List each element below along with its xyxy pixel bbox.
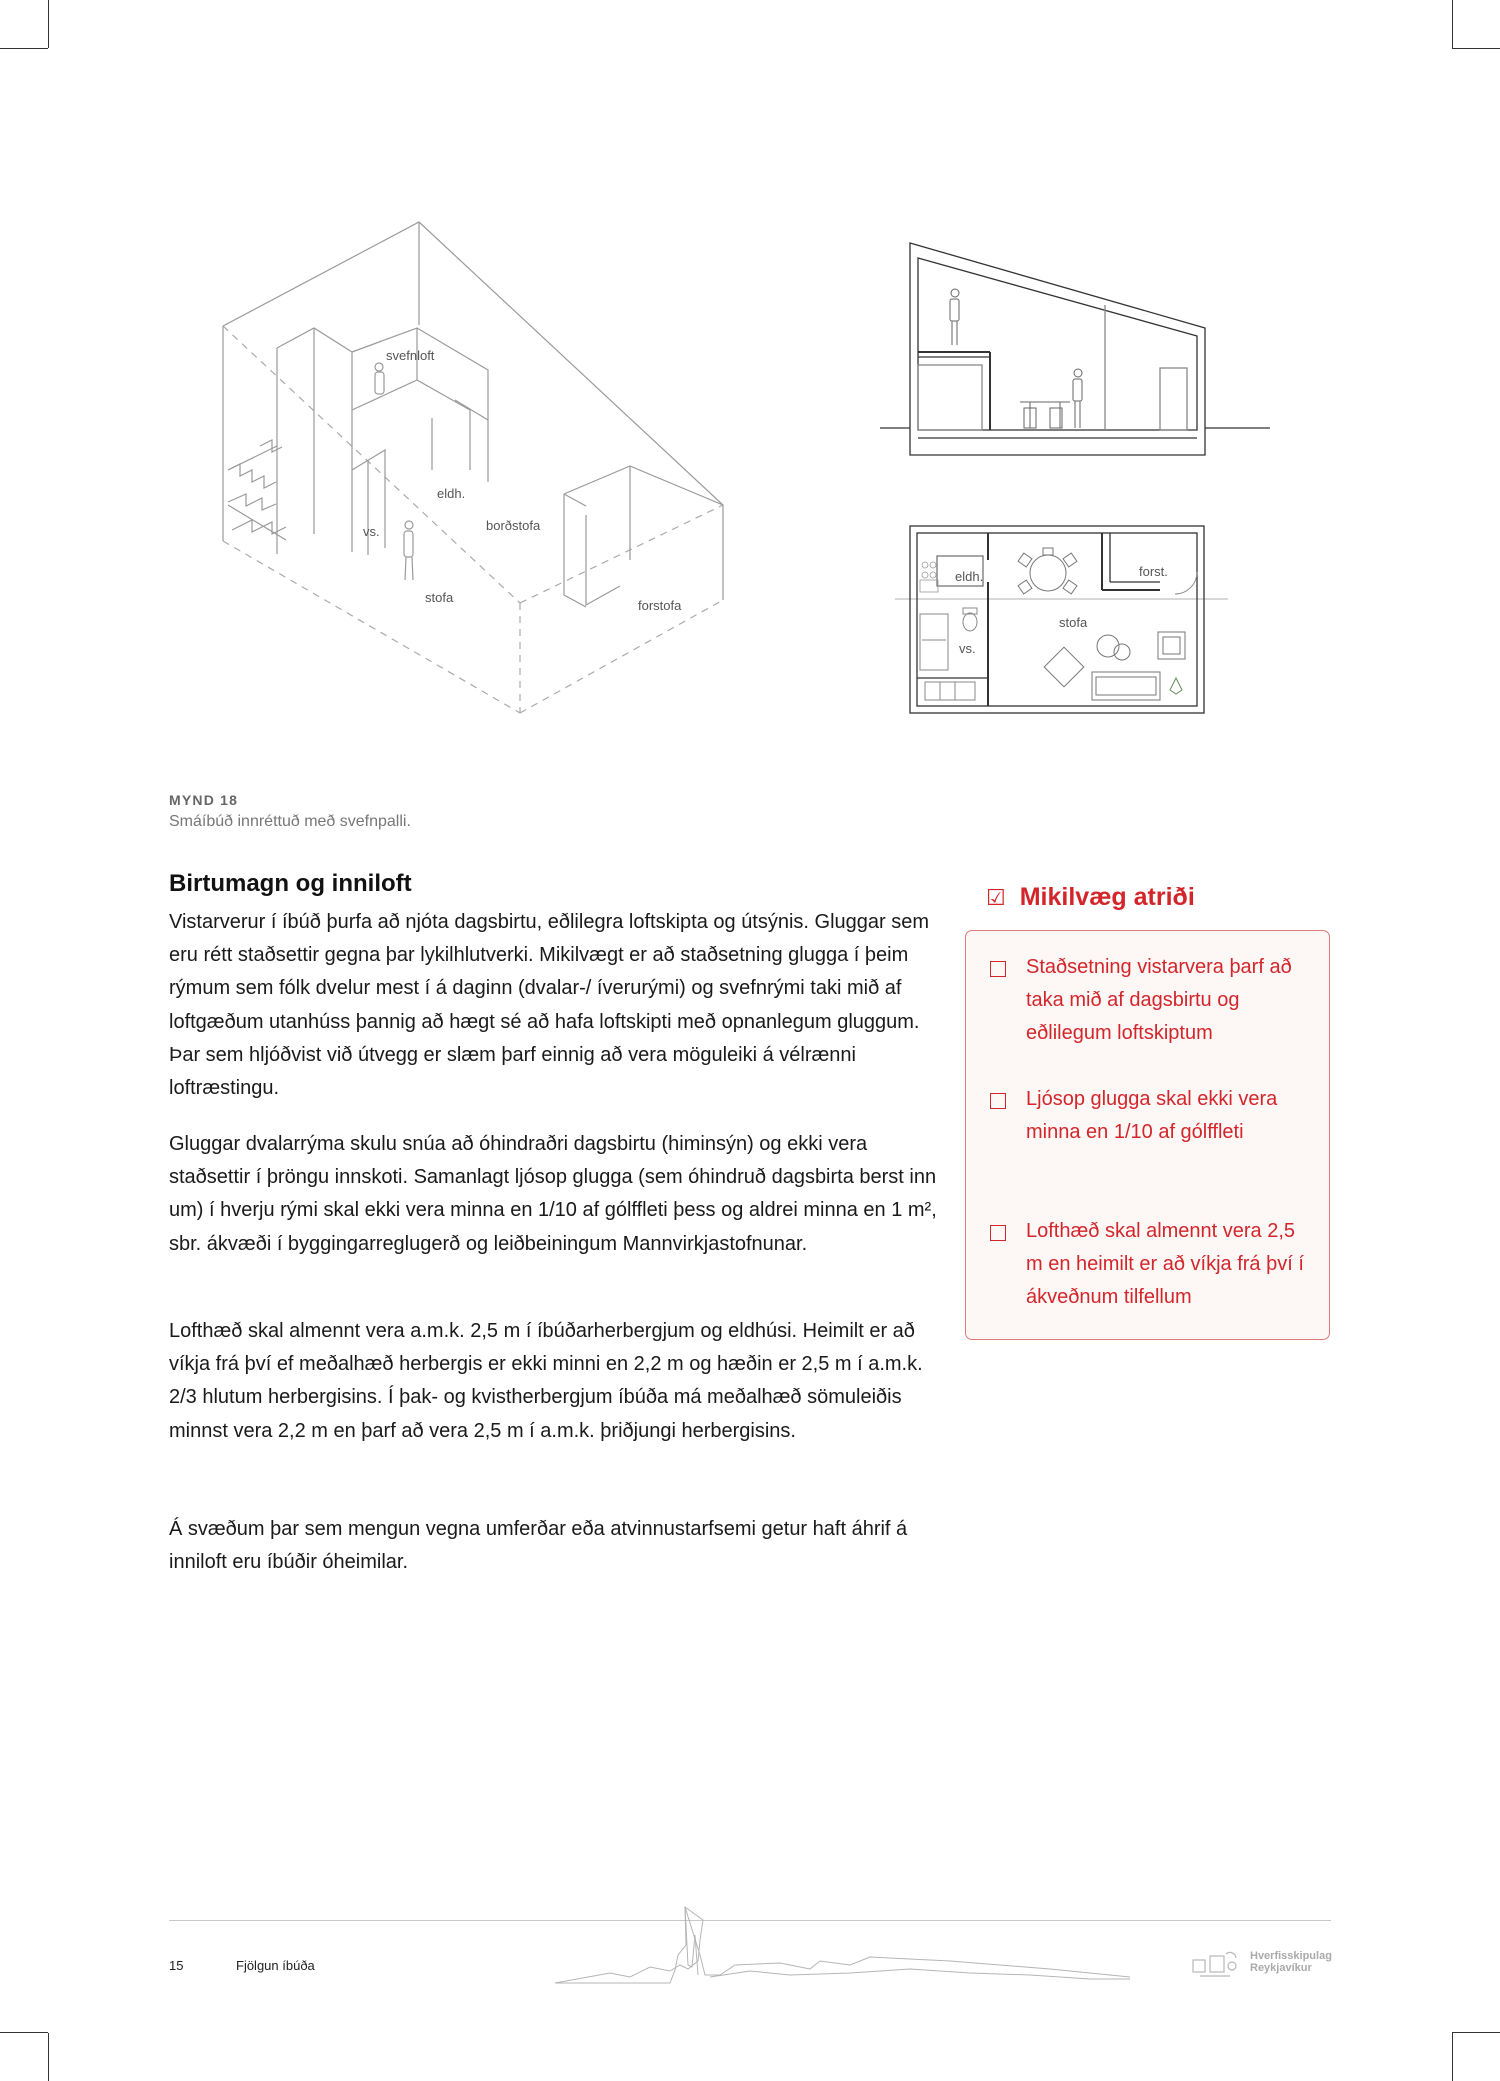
- section-heading: Birtumagn og inniloft: [169, 870, 412, 897]
- key-point-text: Lofthæð skal almennt vera 2,5 m en heimilt er að víkja frá því í ákveðnum tilfellum: [1026, 1220, 1304, 1309]
- paragraph-3: Lofthæð skal almennt vera a.m.k. 2,5 m í íbúðarherbergjum og eldhúsi. Heimilt er að víkja frá því ef meðalhæð herbergis er ekki minni en 2,2 m og hæðin er 2,5 m í a.m.k. 2/3 hlutum herbergisins. Í þak- og kvistherbergjum íbúða má meðalhæð sömuleiðis minnst vera 2,2 m en þarf að vera 2,5 m í a.m.k. þriðjungi herbergisins.: [169, 1320, 923, 1442]
- key-points-title-text: Mikilvæg atriði: [1019, 883, 1195, 911]
- brand-line-2: Reykjavíkur: [1250, 1962, 1312, 1974]
- figure-drawings: [0, 0, 1500, 760]
- paragraph-2: Gluggar dvalarrýma skulu snúa að óhindraðri dagsbirtu (himinsýn) og ekki vera staðsettir í þröngu innskoti. Samanlagt ljósop glugga (sem óhindruð dagsbirta berst inn um) í hverju rými skal ekki vera minna en 1/10 af gólffleti þess og aldrei minna en 1 m², sbr. ákvæði í byggingarreglugerð og leiðbeiningum Mannvirkjastofnunar.: [169, 1133, 937, 1255]
- label-vs: vs.: [363, 524, 380, 539]
- brand-logo-icon: [1190, 1946, 1242, 1982]
- section-drawing: [880, 243, 1270, 455]
- brand-line-1: Hverfisskipulag: [1250, 1950, 1332, 1962]
- figure-caption-label: MYND 18: [169, 792, 239, 808]
- checkbox-icon: [990, 1093, 1006, 1109]
- crop-mark: [48, 2033, 49, 2081]
- brand-name: [1250, 1950, 1332, 1974]
- paragraph-4: Á svæðum þar sem mengun vegna umferðar eða atvinnustarfsemi getur haft áhrif á inniloft eru íbúðir óheimilar.: [169, 1518, 908, 1574]
- checkbox-icon: [990, 961, 1006, 977]
- key-points-box: [965, 930, 1330, 1340]
- plan-label-vs: vs.: [959, 641, 976, 656]
- checkbox-checked-icon: ☑: [986, 885, 1006, 910]
- plan-label-eldh: eldh.: [955, 569, 984, 584]
- label-svefnloft: svefnloft: [386, 348, 435, 363]
- key-point-text: Staðsetning vistarvera þarf að taka mið af dagsbirtu og eðlilegum loftskiptum: [1026, 956, 1292, 1045]
- checkbox-icon: [990, 1225, 1006, 1241]
- label-stofa: stofa: [425, 590, 454, 605]
- paragraph-1: Vistarverur í íbúð þurfa að njóta dagsbirtu, eðlilegra loftskipta og útsýnis. Gluggar sem eru rétt staðsettir gegna þar lykilhlutverki. Mikilvægt er að staðsetning glugga í þeim rýmum sem fólk dvelur mest í á daginn (dvalar-/ íverurými) og svefnrými taki mið af loftgæðum utanhúss þannig að hægt sé að hafa loftskipti með opnanlegum gluggum. Þar sem hljóðvist við útvegg er slæm þarf einnig að vera möguleiki á vélrænni loftræstingu.: [169, 911, 930, 1100]
- plan-label-stofa: stofa: [1059, 615, 1088, 630]
- key-points-title: [986, 883, 1195, 912]
- label-bordstofa: borðstofa: [486, 518, 541, 533]
- key-point-text: Ljósop glugga skal ekki vera minna en 1/10 af gólffleti: [1026, 1088, 1278, 1144]
- label-eldh: eldh.: [437, 486, 466, 501]
- plan-label-forst: forst.: [1139, 564, 1168, 579]
- crop-mark: [0, 2032, 48, 2033]
- axonometric-drawing: [223, 222, 723, 713]
- label-forstofa: forstofa: [638, 598, 682, 613]
- page-section-title: Fjölgun íbúða: [236, 1958, 315, 1973]
- skyline-illustration: [550, 1895, 1140, 1985]
- figure-caption-text: Smáíbúð innréttuð með svefnpalli.: [169, 813, 411, 830]
- crop-mark: [1452, 2033, 1453, 2081]
- page-number: 15: [169, 1958, 184, 1973]
- crop-mark: [1452, 2032, 1500, 2033]
